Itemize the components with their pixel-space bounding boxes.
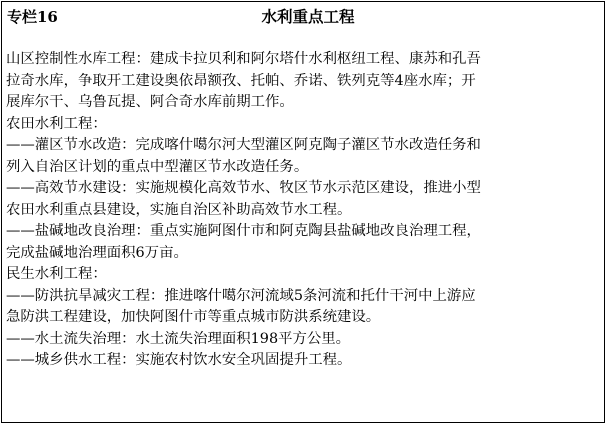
column-box: [1, 1, 605, 423]
column-header: [2, 2, 604, 32]
text-line: 山区控制性水库工程：建成卡拉贝利和阿尔塔什水利枢纽工程、康苏和孔吾: [6, 51, 481, 67]
text-line: ——水土流失治理：水土流失治理面积198平方公里。: [6, 330, 351, 347]
text-line: ——城乡供水工程：实施农村饮水安全巩固提升工程。: [6, 352, 352, 368]
text-line: 展库尔干、乌鲁瓦提、阿合奇水库前期工作。: [6, 94, 294, 110]
column-content: [6, 49, 604, 372]
text-line: 列入自治区计划的重点中型灌区节水改造任务。: [6, 158, 309, 175]
text-line: 完成盐碱地治理面积6万亩。: [6, 244, 188, 261]
section-heading-livelihood: 民生水利工程：: [6, 266, 107, 282]
text-line: 拉奇水库，争取开工建设奥依昂额孜、托帕、乔诺、铁列克等4座水库；开: [6, 72, 476, 89]
text-line: ——盐碱地改良治理：重点实施阿图什市和阿克陶县盐碱地改良治理工程，: [6, 223, 481, 239]
section-heading-farmland: 农田水利工程：: [6, 115, 107, 132]
column-title: 水利重点工程: [261, 7, 355, 26]
text-line: 急防洪工程建设，加快阿图什市等重点城市防洪系统建设。: [6, 309, 381, 325]
text-line: ——高效节水建设：实施规模化高效节水、牧区节水示范区建设，推进小型: [6, 180, 481, 196]
text-line: 农田水利重点县建设，实施自治区补助高效节水工程。: [6, 201, 352, 218]
column-label: 专栏16: [7, 8, 58, 26]
text-line: ——灌区节水改造：完成喀什噶尔河大型灌区阿克陶子灌区节水改造任务和: [6, 137, 481, 153]
text-line: ——防洪抗旱减灾工程：推进喀什噶尔河流域5条河流和托什干河中上游应: [6, 287, 476, 304]
